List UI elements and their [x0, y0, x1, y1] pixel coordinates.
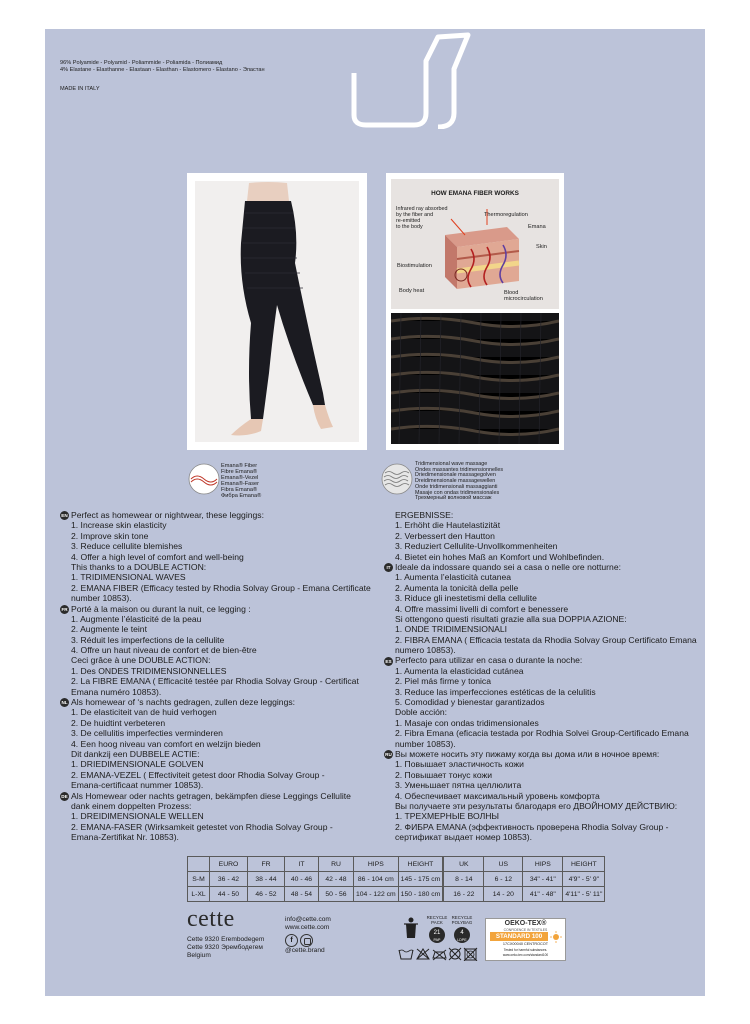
instruction-text: 1. ONDE TRIDIMENSIONALI — [395, 624, 508, 635]
address-line: Cette 9320 Эрембодегем — [187, 944, 263, 951]
instruction-line — [384, 572, 704, 582]
emana-fiber-icon — [188, 463, 220, 495]
instruction-text: 1. Aumenta la elasticidad cutánea — [395, 665, 524, 676]
skin-label: Skin — [536, 244, 547, 250]
instruction-line — [384, 541, 704, 551]
infrared-label-line: by the fiber and — [396, 212, 434, 218]
emana-label: Emana — [528, 224, 546, 230]
language-paragraph-start — [384, 655, 704, 665]
instruction-line — [60, 635, 380, 645]
instruction-line — [60, 801, 380, 811]
instruction-text: 4. Bietet ein hohes Maß an Komfort und Wohlbefinden. — [395, 551, 605, 562]
instruction-line — [384, 583, 704, 593]
instructions-right-column — [384, 510, 704, 843]
instruction-line — [60, 770, 380, 780]
instruction-line — [384, 811, 704, 821]
instruction-text: Als homewear of ‘s nachts gedragen, zullen deze leggings: — [71, 697, 296, 708]
instruction-text: Вы можете носить эту пижаму когда вы дома или в ночное время: — [395, 748, 660, 759]
instruction-text: 4. Обеспечивает максимальный уровень комфорта — [395, 790, 600, 801]
size-table-cell: 8 - 14 — [443, 872, 484, 887]
instruction-text: Emana-certificaat nummer 10853). — [71, 780, 204, 791]
instruction-line — [384, 593, 704, 603]
infrared-label-line: re-emitted — [396, 218, 421, 224]
recycle-ldpe-icon — [454, 927, 470, 943]
language-badge-icon: DE — [61, 793, 68, 799]
body-heat-label: Body heat — [399, 288, 425, 294]
instruction-line — [60, 832, 380, 842]
fiber-badge-line: Fibra Emana® — [221, 487, 258, 493]
instruction-line — [60, 593, 380, 603]
instruction-line — [384, 728, 704, 738]
instruction-line — [60, 520, 380, 530]
instruction-line — [384, 791, 704, 801]
thermoregulation-label: Thermoregulation — [484, 212, 528, 218]
instruction-text: number 10853). — [71, 593, 132, 604]
recycle-polybag-line: POLYBAG — [451, 920, 473, 925]
email-link[interactable]: info@cette.com — [285, 916, 331, 923]
blood-label — [504, 290, 543, 302]
fabric-closeup-photo — [391, 313, 559, 444]
instruction-line — [60, 583, 380, 593]
wave-badge-line: Трехмерный волновой массаж — [415, 495, 492, 502]
instruction-text: 1. DRIEDIMENSIONALE GOLVEN — [71, 759, 204, 770]
instruction-text: 2. FIBRA EMANA ( Efficacia testata da Rhodia Solvay Group Certificato Emana — [395, 634, 697, 645]
instruction-text: 4. Een hoog niveau van comfort en welzijn bieden — [71, 738, 261, 749]
social-icons — [285, 932, 331, 947]
instruction-line — [384, 822, 704, 832]
recycle-ldpe-code: 4 — [460, 930, 464, 936]
size-table-cell: 38 - 44 — [248, 872, 285, 887]
instruction-line — [384, 624, 704, 634]
instruction-line — [384, 645, 704, 655]
instruction-line — [60, 780, 380, 790]
wave-massage-icon — [381, 463, 413, 495]
oeko-standard: STANDARD 100 — [490, 932, 548, 941]
size-table-row — [188, 887, 605, 902]
infrared-label-line: Infrared ray absorbed — [396, 206, 448, 212]
instruction-line — [384, 635, 704, 645]
product-photo-panel — [187, 173, 367, 450]
instruction-line — [384, 697, 704, 707]
emana-diagram — [391, 179, 559, 309]
instruction-text: 5. Comodidad y bienestar garantizados — [395, 697, 545, 708]
no-tumble-dry-icon — [464, 948, 477, 961]
instruction-line — [384, 520, 704, 530]
emana-diagram-panel — [386, 173, 564, 450]
packaging-back-card — [45, 29, 705, 996]
instruction-line — [384, 718, 704, 728]
website-link[interactable]: www.cette.com — [285, 924, 330, 931]
instruction-text: Doble acción: — [395, 707, 448, 718]
instruction-text: Emana-Zertifikat Nr. 10853). — [71, 832, 179, 843]
instruction-text: 2. ФИБРА EMANA (эффективность проверена Rhodia Solvay Group - — [395, 821, 669, 832]
instruction-text: Si ottengono questi risultati grazie alla sua DOPPIA AZIONE: — [395, 613, 627, 624]
origin-label: MADE IN ITALY — [60, 85, 100, 92]
recycle-pap-code: 21 — [433, 930, 441, 936]
composition-line-2: 4% Elastane - Elasthanne - Elastaan - Elasthan - Elastomero - Elastano - Эластан — [60, 67, 265, 74]
instruction-text: 2. Aumenta la tonicità della pelle — [395, 582, 519, 593]
instruction-text: 3. Уменьшает пятна целлюлита — [395, 780, 522, 791]
recycle-polybag-line: RECYCLE — [451, 915, 473, 920]
recycle-pack-line: RECYCLE — [426, 915, 448, 920]
instruction-text: сертификат выдает номер 10853). — [395, 832, 533, 843]
instruction-line — [60, 655, 380, 665]
size-table-header: US — [484, 857, 523, 872]
instruction-text: 2. Improve skin tone — [71, 530, 149, 541]
fiber-badge-line: Emana®-Vezel — [221, 475, 259, 481]
size-table-cell: 150 - 180 cm — [398, 887, 443, 902]
instruction-text: 3. Reduce las imperfecciones estéticas de la celulitis — [395, 686, 596, 697]
size-table-cell: 104 - 122 cm — [354, 887, 399, 902]
instruction-text: 2. Verbessert den Hautton — [395, 530, 495, 541]
wave-badge-line: Tridimensional wave massage — [415, 461, 488, 467]
instruction-line — [384, 801, 704, 811]
brand-logo: cette — [187, 906, 235, 932]
size-table-cell: 4'11" - 5' 11" — [563, 887, 605, 902]
infrared-label — [396, 206, 448, 230]
instruction-text: 1. ТРЕХМЕРНЫЕ ВОЛНЫ — [395, 811, 500, 822]
size-table-cell: 44 - 50 — [210, 887, 248, 902]
instruction-text: Вы получаете эти результаты благодаря его ДВОЙНОМУ ДЕЙСТВИЮ: — [395, 800, 678, 811]
brand-contacts — [285, 916, 331, 955]
instruction-line — [384, 780, 704, 790]
size-table-header: HIPS — [354, 857, 399, 872]
instruction-text: 1. DREIDIMENSIONALE WELLEN — [71, 811, 204, 822]
instruction-line — [60, 676, 380, 686]
size-table-cell: 42 - 48 — [319, 872, 354, 887]
size-table-cell: 4'9" - 5' 9" — [563, 872, 605, 887]
size-table-header-row — [188, 857, 605, 872]
recycle-pap-label: PAP — [433, 938, 441, 942]
instruction-line — [60, 822, 380, 832]
instruction-line — [60, 614, 380, 624]
size-table-cell: 36 - 42 — [210, 872, 248, 887]
instruction-text: dank einem doppelten Prozess: — [71, 800, 192, 811]
wave-badge-text — [415, 462, 503, 502]
oeko-brand: OEKO-TEX® — [504, 920, 547, 927]
language-badge-icon: NL — [61, 700, 68, 706]
oeko-sub: CONFIDENCE IN TEXTILES — [503, 928, 548, 932]
fiber-badge-line: Fibre Emana® — [221, 469, 258, 475]
size-table-cell: 48 - 54 — [285, 887, 319, 902]
size-table-cell: 16 - 22 — [443, 887, 484, 902]
recycle-polybag-label — [450, 915, 474, 925]
oeko-cert: 17CX00040 CENTROCOT — [502, 942, 549, 946]
size-table-header: UK — [443, 857, 484, 872]
fiber-badge-line: Фибра Emana® — [221, 493, 262, 499]
no-bleach-icon — [417, 949, 429, 959]
fiber-badge-line: Emana®-Faser — [221, 481, 260, 487]
instruction-line — [384, 759, 704, 769]
no-dry-clean-icon — [449, 948, 461, 960]
instruction-line — [384, 832, 704, 842]
size-table-cell: 14 - 20 — [484, 887, 523, 902]
language-paragraph-start — [60, 604, 380, 614]
instruction-text: Als Homewear oder nachts getragen, bekämpfen diese Leggings Cellulite — [71, 790, 351, 801]
instruction-line — [60, 572, 380, 582]
instruction-text: 3. Réduit les imperfections de la cellulite — [71, 634, 225, 645]
social-handle[interactable]: @cette.brand — [285, 947, 325, 954]
instruction-text: 2. Augmente le teint — [71, 624, 147, 635]
fiber-badge-line: Emana® Fiber — [221, 463, 258, 469]
language-badge-icon: RU — [385, 752, 392, 758]
instruction-text: Ceci grâce à une DOUBLE ACTION: — [71, 655, 211, 666]
instruction-text: 1. Повышает эластичность кожи — [395, 759, 524, 770]
instruction-text: Emana numéro 10853). — [71, 686, 162, 697]
size-table-cell: 6 - 12 — [484, 872, 523, 887]
wave-badge-line: Ondes massantes tridimensionnelles — [415, 466, 504, 473]
instruction-text: 2. Fibra Emana (eficacia testada por Rodhia Solvei Group-Certificado Emana — [395, 728, 689, 739]
wave-badge-line: Masaje con ondas tridimensionales — [415, 489, 500, 496]
biostimulation-label: Biostimulation — [397, 263, 432, 269]
instruction-text: 3. Riduce gli inestetismi della cellulite — [395, 593, 537, 604]
instruction-line — [60, 718, 380, 728]
instruction-text: 3. Reduce cellulite blemishes — [71, 541, 183, 552]
instruction-text: 2. Piel más firme y tonica — [395, 676, 491, 687]
instruction-line — [384, 604, 704, 614]
oeko-tex-label — [485, 918, 566, 961]
instruction-line — [384, 739, 704, 749]
instruction-text: 4. Offer a high level of comfort and well-being — [71, 551, 244, 562]
size-table-header: HEIGHT — [563, 857, 605, 872]
wave-badge-line: Driedimensionale massagegolven — [415, 472, 496, 479]
leggings-photo — [187, 173, 367, 450]
no-iron-icon — [433, 950, 446, 960]
recycle-ldpe-label: LDPE — [457, 938, 467, 942]
language-badge-icon: ES — [385, 658, 392, 664]
wave-badge-line: Dreidimensionale massagewellen — [415, 478, 496, 485]
language-paragraph-start — [60, 791, 380, 801]
recycle-pack-line: PACK — [431, 920, 443, 925]
language-badge-icon: IT — [384, 563, 393, 572]
instruction-line — [384, 676, 704, 686]
instruction-text: 1. Des ONDES TRIDIMENSIONNELLES — [71, 665, 227, 676]
instruction-text: 2. EMANA-FASER (Wirksamkeit getestet von Rhodia Solvay Group - — [71, 821, 333, 832]
instruction-line — [60, 759, 380, 769]
instructions-left-column — [60, 510, 380, 843]
instruction-line — [384, 707, 704, 717]
instruction-line — [384, 614, 704, 624]
instruction-line — [60, 562, 380, 572]
instagram-icon[interactable] — [300, 934, 313, 947]
instruction-line — [60, 531, 380, 541]
instruction-text: 1. De elasticiteit van de huid verhogen — [71, 707, 217, 718]
size-table-header — [188, 857, 210, 872]
instruction-text: 2. Повышает тонус кожи — [395, 769, 493, 780]
address-line: Cette 9320 Erembodegem — [187, 936, 265, 943]
size-table-cell: 50 - 56 — [319, 887, 354, 902]
care-symbols — [398, 947, 484, 961]
oeko-note-1: Tested for harmful substances. — [503, 948, 548, 952]
instruction-text: 2. La FIBRE EMANA ( Efficacité testée par Rhodia Solvay Group - Certificat — [71, 676, 359, 687]
facebook-icon[interactable]: f — [285, 934, 298, 947]
instruction-text: This thanks to a DOUBLE ACTION: — [71, 561, 207, 572]
blood-label-line: Blood — [504, 290, 519, 296]
composition-block — [60, 60, 265, 93]
instruction-text: 1. Masaje con ondas tridimensionales — [395, 717, 539, 728]
instruction-line — [384, 770, 704, 780]
size-table-header: FR — [248, 857, 285, 872]
instruction-line — [60, 749, 380, 759]
instruction-text: number 10853). — [395, 738, 456, 749]
instruction-text: 2. De huidtint verbeteren — [71, 717, 166, 728]
instruction-line — [60, 645, 380, 655]
instruction-text: 1. Augmente l’élasticité de la peau — [71, 613, 202, 624]
blood-label-line: microcirculation — [504, 296, 543, 302]
instruction-line — [384, 552, 704, 562]
instruction-text: 3. Reduziert Cellulite-Unvollkommenheiten — [395, 541, 558, 552]
instruction-text: 1. TRIDIMENSIONAL WAVES — [71, 572, 186, 583]
language-paragraph-start — [60, 510, 380, 520]
instruction-line — [384, 687, 704, 697]
instruction-text: 1. Erhöht die Hautelastizität — [395, 520, 501, 531]
instruction-line — [384, 510, 704, 520]
instruction-text: 2. EMANA FIBER (Efficacy tested by Rhodia Solvay Group - Emana Certificate — [71, 582, 371, 593]
instruction-line — [60, 666, 380, 676]
instruction-text: Porté à la maison ou durant la nuit, ce legging : — [71, 603, 251, 614]
fiber-badge-text — [221, 463, 261, 499]
instruction-line — [60, 707, 380, 717]
instruction-line — [60, 552, 380, 562]
instruction-text: 4. Offre un haut niveau de confort et de bien-être — [71, 645, 257, 656]
size-table-header: HIPS — [523, 857, 563, 872]
trash-bin-icon — [400, 916, 422, 940]
language-paragraph-start — [384, 562, 704, 572]
size-table-cell: 34" - 41" — [523, 872, 563, 887]
size-table-cell: 46 - 52 — [248, 887, 285, 902]
oeko-note-2[interactable]: www.oeko-tex.com/standard100 — [502, 953, 549, 957]
address-line: Belgium — [187, 952, 211, 959]
instruction-line — [60, 687, 380, 697]
instruction-text: Perfecto para utilizar en casa o durante la noche: — [395, 655, 583, 666]
infrared-label-line: to the body — [396, 224, 423, 230]
size-table-cell: S-M — [188, 872, 210, 887]
size-table-row — [188, 872, 605, 887]
recycle-pack-label — [426, 915, 448, 925]
composition-line-1: 96% Polyamide - Polyamid - Poliammide - Poliamida - Полиамид — [60, 60, 223, 66]
hanger-cutout — [350, 29, 500, 129]
instruction-text: 1. Aumenta l’elasticità cutanea — [395, 572, 512, 583]
instruction-text: 2. EMANA-VEZEL ( Effectiviteit getest door Rhodia Solvay Group - — [71, 769, 325, 780]
language-badge-icon: EN — [61, 513, 68, 519]
size-table-cell: 145 - 175 cm — [398, 872, 443, 887]
wave-badge-line: Onde tridimensionali massaggianti — [415, 483, 498, 490]
instruction-line — [60, 541, 380, 551]
size-table-header: RU — [319, 857, 354, 872]
language-badge-icon: FR — [61, 606, 68, 612]
instruction-text: 1. Increase skin elasticity — [71, 520, 167, 531]
instruction-text: 3. De cellulitis imperfecties verminderen — [71, 728, 223, 739]
instruction-text: numero 10853). — [395, 645, 456, 656]
instruction-text: Dit dankzij een DUBBELE ACTIE: — [71, 748, 200, 759]
instruction-line — [384, 666, 704, 676]
instruction-text: ERGEBNISSE: — [395, 510, 454, 520]
wash-30-icon — [399, 950, 413, 959]
instruction-line — [60, 624, 380, 634]
language-paragraph-start — [384, 749, 704, 759]
size-table-cell: 86 - 104 cm — [354, 872, 399, 887]
instruction-line — [60, 728, 380, 738]
emana-diagram-title: HOW EMANA FIBER WORKS — [431, 190, 519, 197]
size-table-header: EURO — [210, 857, 248, 872]
size-table-header: HEIGHT — [398, 857, 443, 872]
instruction-text: Ideale da indossare quando sei a casa o nelle ore notturne: — [395, 561, 621, 572]
brand-address — [187, 936, 264, 960]
size-table-cell: 40 - 46 — [285, 872, 319, 887]
language-paragraph-start — [60, 697, 380, 707]
instruction-text: Perfect as homewear or nightwear, these leggings: — [71, 510, 264, 520]
instruction-line — [60, 811, 380, 821]
instruction-text: 4. Offre massimi livelli di comfort e benessere — [395, 603, 569, 614]
size-table-cell: 41" - 48" — [523, 887, 563, 902]
size-table-cell: L-XL — [188, 887, 210, 902]
instruction-line — [60, 739, 380, 749]
size-table — [187, 856, 605, 902]
instruction-line — [384, 531, 704, 541]
size-table-header: IT — [285, 857, 319, 872]
recycle-pap-icon — [429, 927, 445, 943]
